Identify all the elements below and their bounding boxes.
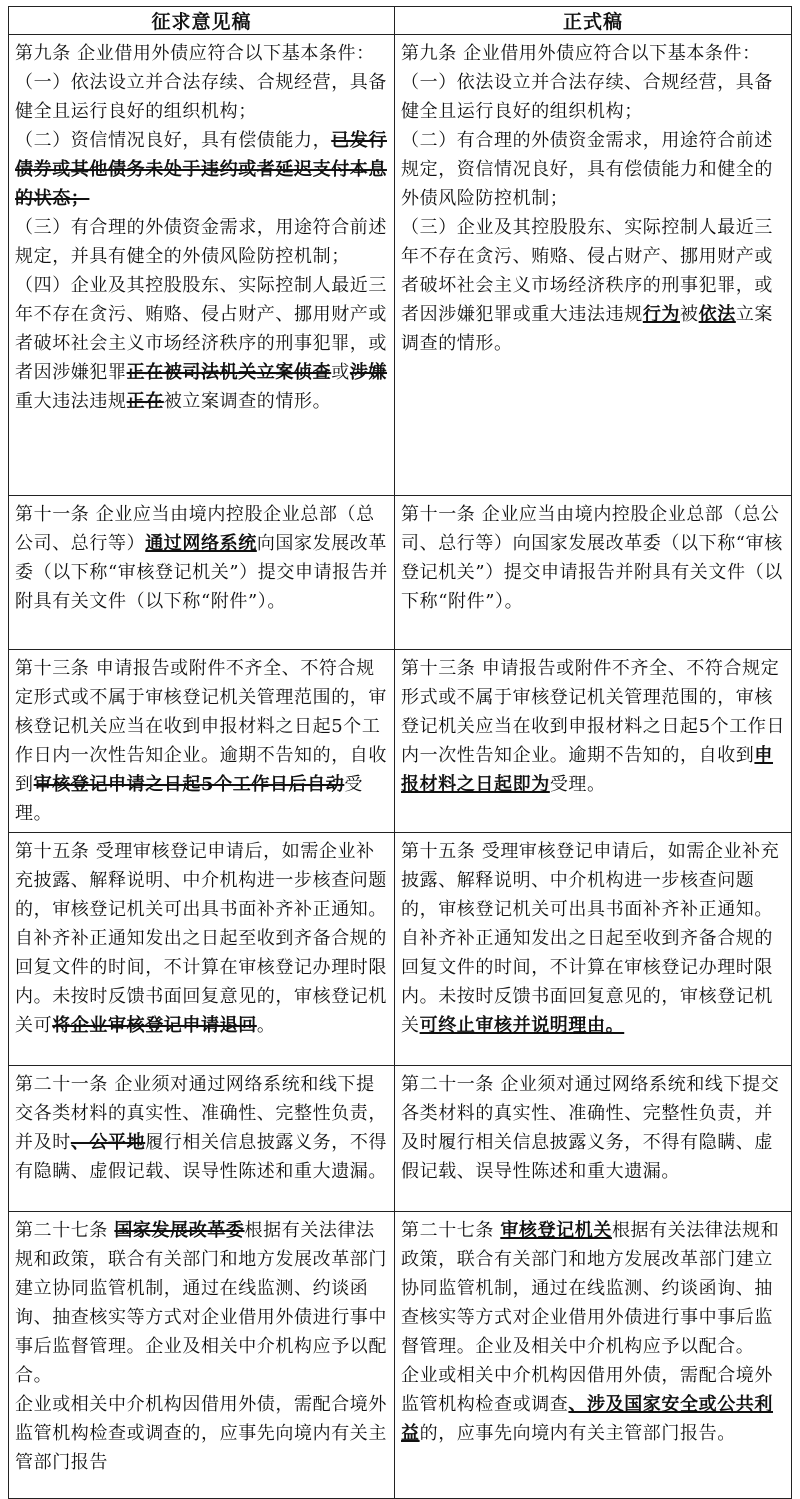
table-row (9, 1066, 792, 1212)
table-row (9, 650, 792, 833)
text-segment: （二）资信情况良好，具有偿债能力， (15, 130, 332, 151)
text-segment: 第二十七条 (401, 1220, 501, 1241)
text-segment: 立案调查的情形。 (401, 304, 774, 354)
draft-cell (9, 1212, 395, 1499)
header-final: 正式稿 (395, 7, 792, 35)
draft-cell (9, 650, 395, 833)
text-segment: 企业或相关中介机构因借用外债，需配合境外监管机构检查或调查 (401, 1365, 773, 1415)
text-segment: 根据有关法律法规和政策，联合有关部门和地方发展改革部门建立协同监管机制，通过在线监测、约谈函询、抽查核实等方式对企业借用外债进行事中事后监督管理。企业及相关中介机构应予以配合。 (401, 1220, 780, 1357)
text-segment: 第二十一条 企业须对通过网络系统和线下提交各类材料的真实性、准确性、完整性负责，并及时履行相关信息披露义务，不得有隐瞒、虚假记载、误导性陈述和重大遗漏。 (401, 1074, 780, 1182)
text-segment: 第二十七条 (15, 1220, 115, 1241)
text-segment: 第十五条 受理审核登记申请后，如需企业补充披露、解释说明、中介机构进一步核查问题的，审核登记机关可出具书面补齐补正通知。自补齐补正通知发出之日起至收到齐备合规的回复文件的时间，不计算在审核登记办理时限内。未按时反馈书面回复意见的，审核登记机关可 (15, 841, 387, 1036)
text-segment: 向国家发展改革委（以下称“审核登记机关”）提交申请报告并附具有关文件（以下称“附件”）。 (15, 533, 389, 612)
inserted-text: 行为 (642, 304, 681, 325)
text-segment: 第九条 企业借用外债应符合以下基本条件： (15, 43, 375, 64)
comparison-table (8, 6, 792, 1499)
text-segment: 第十三条 申请报告或附件不齐全、不符合规定形式或不属于审核登记机关管理范围的，审核登记机关应当在收到申报材料之日起5个工作日内一次性告知企业。逾期不告知的，自收到 (401, 658, 786, 766)
table-row (9, 35, 792, 496)
text-segment: 企业或相关中介机构因借用外债，需配合境外监管机构检查或调查的，应事先向境内有关主管部门报告 (15, 1394, 387, 1473)
text-segment: （三）企业及其控股股东、实际控制人最近三年不存在贪污、贿赂、侵占财产、挪用财产或者破坏社会主义市场经济秩序的刑事犯罪，或者因涉嫌犯罪或重大违法违规 (401, 217, 773, 325)
final-cell (395, 35, 792, 496)
text-segment: 根据有关法律法规和政策，联合有关部门和地方发展改革部门建立协同监管机制，通过在线监测、约谈函询、抽查核实等方式对企业借用外债进行事中事后监督管理。企业及相关中介机构应予以配合。 (15, 1220, 387, 1386)
inserted-text: 、涉及国家安全或公共利益 (401, 1394, 774, 1444)
draft-cell (9, 1066, 395, 1212)
deleted-text: 涉嫌 (349, 362, 388, 383)
table-row (9, 833, 792, 1066)
text-segment: 第十五条 受理审核登记申请后，如需企业补充披露、解释说明、中介机构进一步核查问题的，审核登记机关可出具书面补齐补正通知。自补齐补正通知发出之日起至收到齐备合规的回复文件的时间，不计算在审核登记办理时限内。未按时反馈书面回复意见的，审核登记机关 (401, 841, 780, 1036)
table-row (9, 496, 792, 650)
final-cell (395, 1066, 792, 1212)
text-segment: （一）依法设立并合法存续、合规经营，具备健全且运行良好的组织机构； (401, 72, 773, 122)
text-segment: 或 (331, 362, 350, 383)
deleted-text: 正在被司法机关立案侦查 (126, 362, 332, 383)
text-segment: 第二十一条 企业须对通过网络系统和线下提交各类材料的真实性、准确性、完整性负责，并及时 (15, 1074, 387, 1153)
header-row (9, 7, 792, 35)
draft-cell (9, 35, 395, 496)
text-segment: 的，应事先向境内有关主管部门报告。 (419, 1423, 736, 1444)
deleted-text: 将企业审核登记申请退回 (52, 1015, 257, 1036)
deleted-text: 、公平地 (70, 1132, 146, 1153)
draft-cell (9, 496, 395, 650)
deleted-text: 国家发展改革委 (114, 1220, 245, 1241)
text-segment: 被 (680, 304, 699, 325)
text-segment: 受理。 (15, 774, 363, 824)
deleted-text: 已发行债券或其他债务未处于违约或者延迟支付本息的状态； (15, 130, 388, 209)
header-draft: 征求意见稿 (9, 7, 395, 35)
text-segment: （一）依法设立并合法存续、合规经营，具备健全且运行良好的组织机构； (15, 72, 387, 122)
deleted-text: 审核登记申请之日起5个工作日后自动 (33, 774, 345, 795)
text-segment: 受理。 (549, 774, 606, 795)
text-segment: 第十一条 企业应当由境内控股企业总部（总公司、总行等） (15, 504, 375, 554)
text-segment: 被立案调查的情形。 (163, 391, 332, 412)
text-segment: 第十三条 申请报告或附件不齐全、不符合规定形式或不属于审核登记机关管理范围的，审核登记机关应当在收到申报材料之日起5个工作日内一次性告知企业。逾期不告知的，自收到 (15, 658, 387, 795)
final-cell (395, 833, 792, 1066)
final-cell (395, 496, 792, 650)
text-segment: 重大违法违规 (15, 391, 127, 412)
inserted-text: 可终止审核并说明理由。 (419, 1015, 625, 1036)
deleted-text: 正在 (126, 391, 164, 412)
inserted-text: 审核登记机关 (500, 1220, 612, 1241)
draft-cell (9, 833, 395, 1066)
text-segment: 履行相关信息披露义务，不得有隐瞒、虚假记载、误导性陈述和重大遗漏。 (15, 1132, 388, 1182)
final-cell (395, 650, 792, 833)
text-segment: 第九条 企业借用外债应符合以下基本条件： (401, 43, 761, 64)
inserted-text: 申报材料之日起即为 (401, 745, 774, 795)
underlined-text: 通过网络系统 (145, 533, 257, 554)
inserted-text: 依法 (698, 304, 736, 325)
table-row (9, 1212, 792, 1499)
text-segment: 。 (256, 1015, 276, 1036)
final-cell (395, 1212, 792, 1499)
text-segment: （三）有合理的外债资金需求，用途符合前述规定，并具有健全的外债风险防控机制； (15, 217, 387, 267)
text-segment: （四）企业及其控股股东、实际控制人最近三年不存在贪污、贿赂、侵占财产、挪用财产或者破坏社会主义市场经济秩序的刑事犯罪，或者因涉嫌犯罪 (15, 275, 387, 383)
text-segment: （二）有合理的外债资金需求，用途符合前述规定，资信情况良好，具有偿债能力和健全的外债风险防控机制； (401, 130, 773, 209)
text-segment: 第十一条 企业应当由境内控股企业总部（总公司、总行等）向国家发展改革委（以下称“审核登记机关”）提交申请报告并附具有关文件（以下称“附件”）。 (401, 504, 783, 612)
